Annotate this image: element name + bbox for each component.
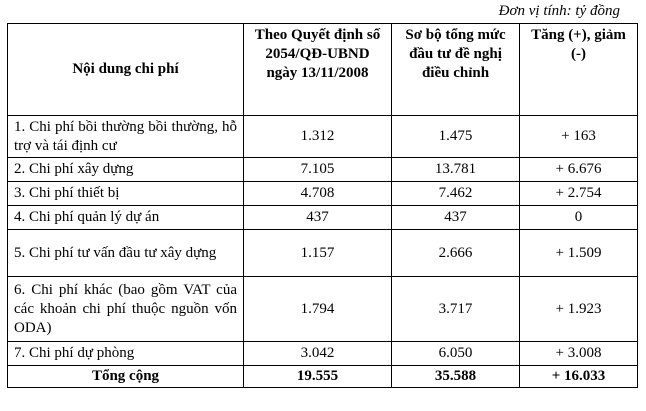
row-decision: 4.708 xyxy=(244,182,392,206)
row-decision: 7.105 xyxy=(244,158,392,182)
row-item: 6. Chi phí khác (bao gồm VAT của các khoản chi phí thuộc nguồn vốn ODA) xyxy=(8,277,244,342)
row-decision: 437 xyxy=(244,206,392,230)
table-row xyxy=(8,182,638,206)
row-item: 4. Chi phí quản lý dự án xyxy=(8,206,244,230)
total-label: Tổng cộng xyxy=(8,366,244,388)
total-proposed: 35.588 xyxy=(392,366,520,388)
row-proposed: 13.781 xyxy=(392,158,520,182)
row-proposed: 1.475 xyxy=(392,116,520,158)
row-item: 5. Chi phí tư vấn đầu tư xây dựng xyxy=(8,230,244,277)
row-change: + 3.008 xyxy=(520,342,638,366)
row-change: + 6.676 xyxy=(520,158,638,182)
row-proposed: 6.050 xyxy=(392,342,520,366)
row-decision: 3.042 xyxy=(244,342,392,366)
row-decision: 1.794 xyxy=(244,277,392,342)
row-decision: 1.312 xyxy=(244,116,392,158)
header-proposed: Sơ bộ tổng mức đầu tư đề nghị điều chỉnh xyxy=(392,24,520,116)
header-row xyxy=(8,24,638,116)
table-row xyxy=(8,230,638,277)
row-item: 3. Chi phí thiết bị xyxy=(8,182,244,206)
header-change: Tăng (+), giảm (-) xyxy=(520,24,638,116)
total-change: + 16.033 xyxy=(520,366,638,388)
row-proposed: 437 xyxy=(392,206,520,230)
row-change: + 1.509 xyxy=(520,230,638,277)
header-decision: Theo Quyết định số 2054/QĐ-UBND ngày 13/11/2008 xyxy=(244,24,392,116)
table-row xyxy=(8,206,638,230)
row-item: 1. Chi phí bồi thường bồi thường, hỗ trợ và tái định cư xyxy=(8,116,244,158)
header-cost-item: Nội dung chi phí xyxy=(8,24,244,116)
total-row xyxy=(8,366,638,388)
row-proposed: 2.666 xyxy=(392,230,520,277)
unit-note: Đơn vị tính: tỷ đồng xyxy=(498,3,620,19)
row-change: + 163 xyxy=(520,116,638,158)
row-proposed: 7.462 xyxy=(392,182,520,206)
row-change: + 1.923 xyxy=(520,277,638,342)
table-row xyxy=(8,342,638,366)
table-row xyxy=(8,158,638,182)
cost-table xyxy=(7,23,638,388)
row-item: 7. Chi phí dự phòng xyxy=(8,342,244,366)
row-proposed: 3.717 xyxy=(392,277,520,342)
total-decision: 19.555 xyxy=(244,366,392,388)
row-decision: 1.157 xyxy=(244,230,392,277)
row-item: 2. Chi phí xây dựng xyxy=(8,158,244,182)
row-change: 0 xyxy=(520,206,638,230)
table-row xyxy=(8,116,638,158)
table-row xyxy=(8,277,638,342)
row-change: + 2.754 xyxy=(520,182,638,206)
